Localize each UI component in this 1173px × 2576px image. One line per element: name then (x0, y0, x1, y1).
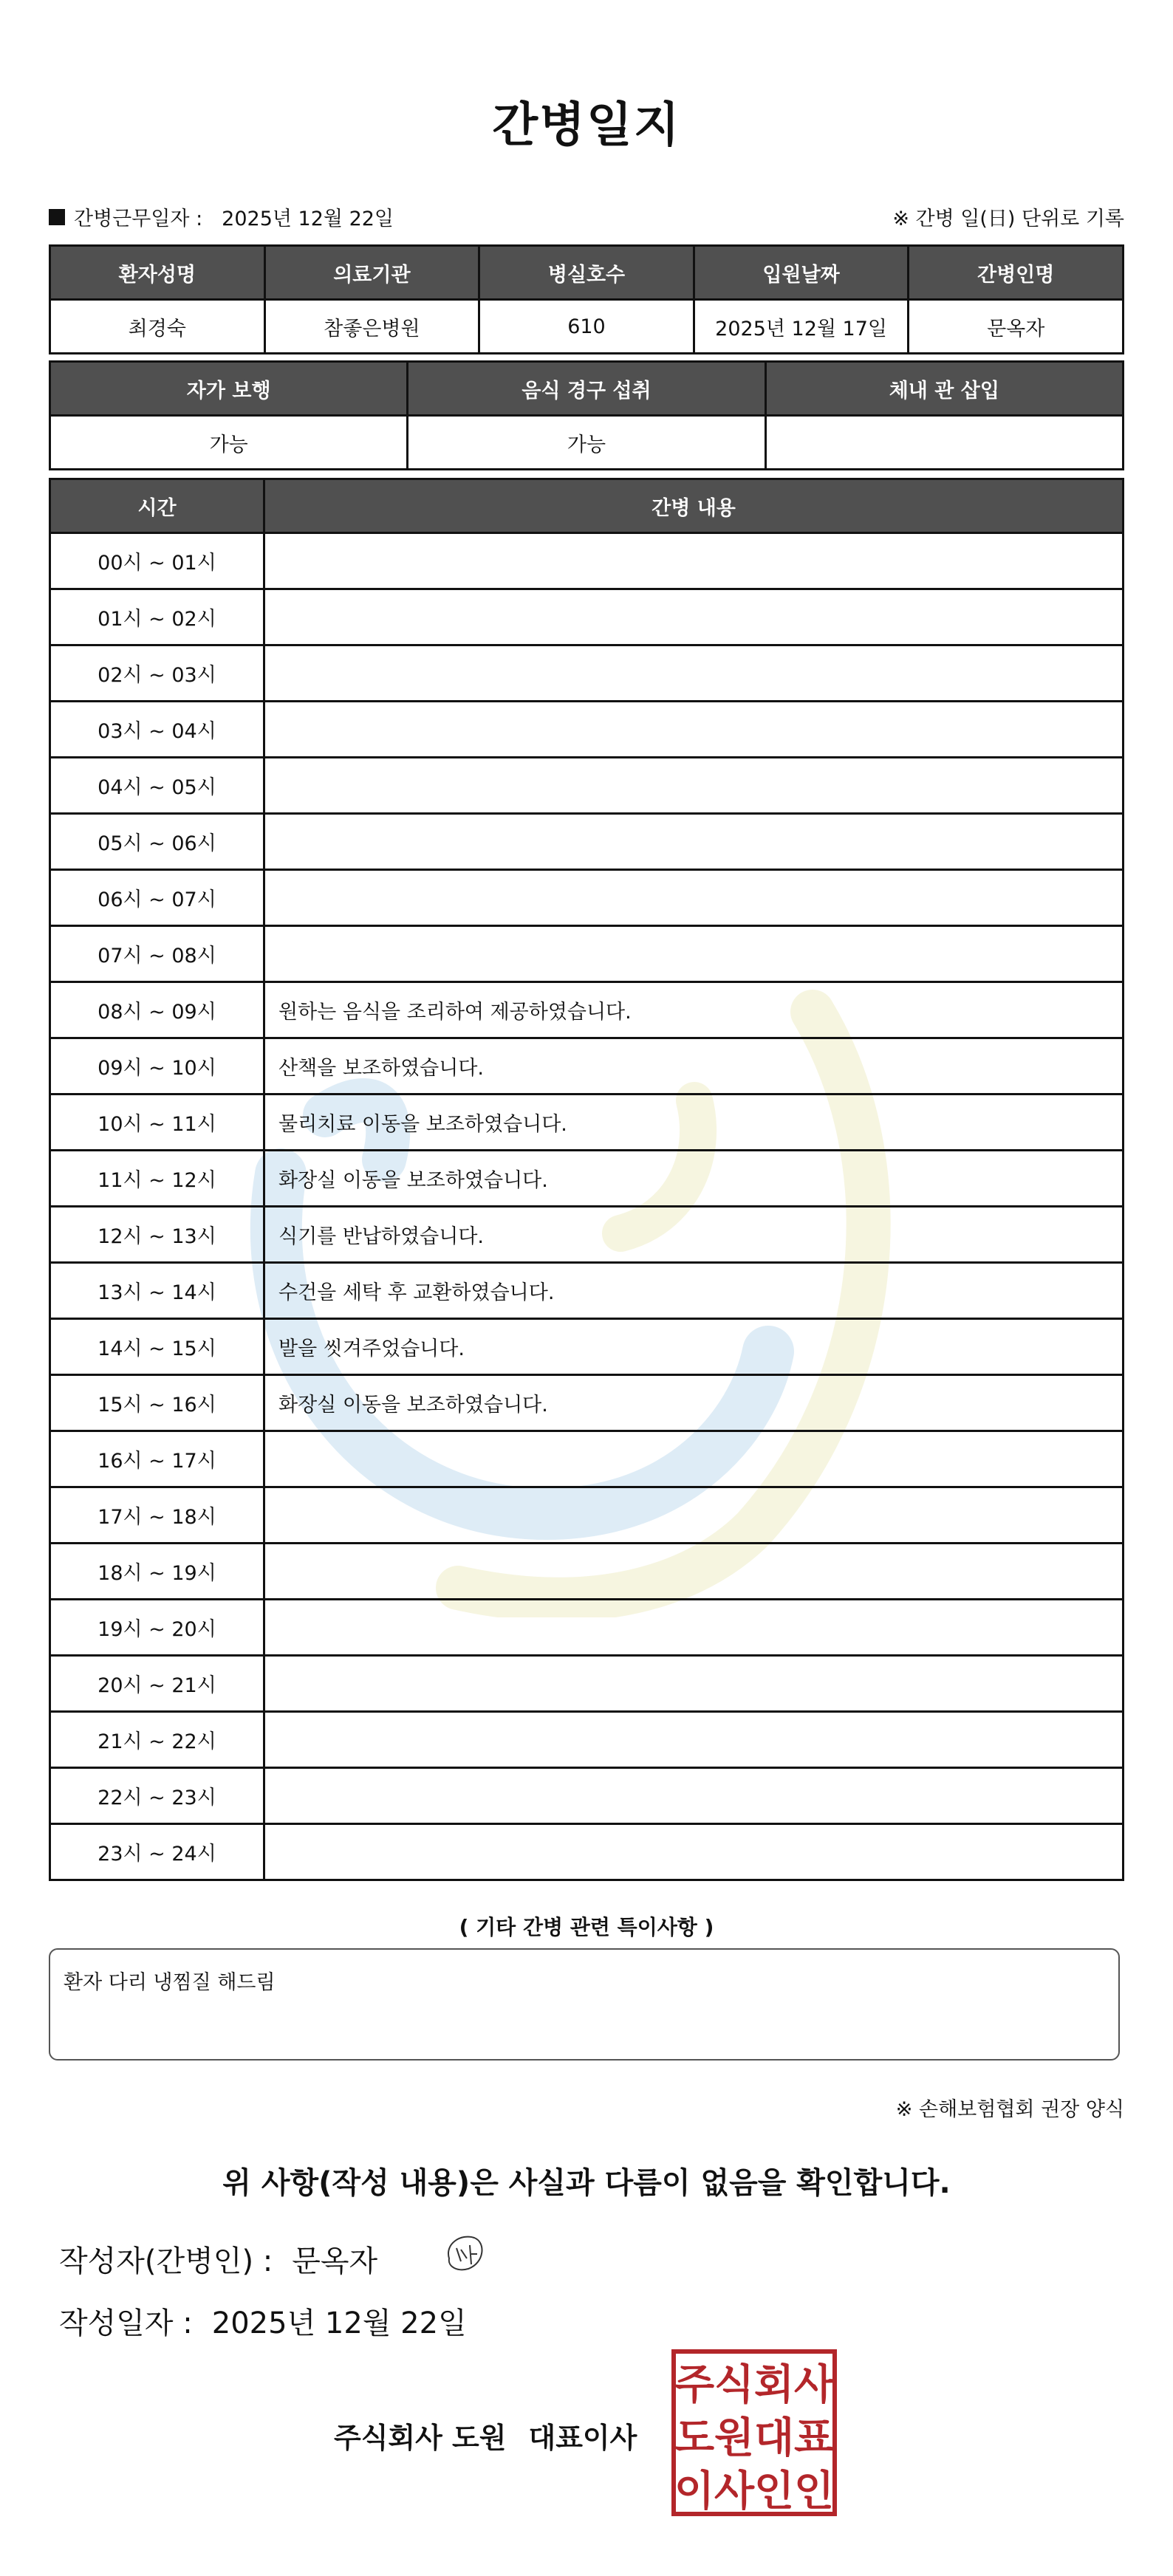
remarks-title: ( 기타 간병 관련 특이사항 ) (459, 1915, 714, 1939)
form-note: ※ 손해보험협회 권장 양식 (895, 2098, 1124, 2121)
time-slot: 03시 ~ 04시 (50, 702, 264, 758)
care-content: 식기를 반납하였습니다. (264, 1207, 1124, 1263)
confirmation-statement: 위 사항(작성 내용)은 사실과 다름이 없음을 확인합니다. (222, 2166, 951, 2200)
care-content (264, 1656, 1124, 1712)
document-title: 간병일지 (492, 98, 681, 153)
header-time: 시간 (50, 479, 264, 533)
remarks-box: 환자 다리 냉찜질 해드림 (49, 1948, 1120, 2061)
writer-name: 문옥자 (292, 2244, 378, 2278)
tube-insertion-value (765, 416, 1123, 470)
time-slot: 09시 ~ 10시 (50, 1038, 264, 1095)
written-date-line (59, 2300, 467, 2342)
table-row (50, 870, 1124, 926)
header-admission-date: 입원날짜 (694, 246, 909, 300)
written-date-label: 작성일자 : (59, 2306, 193, 2340)
table-row (50, 1151, 1124, 1207)
care-content (264, 1600, 1124, 1656)
writer-label: 작성자(간병인) : (59, 2244, 273, 2278)
header-oral-intake: 음식 경구 섭취 (408, 362, 765, 416)
care-content (264, 1768, 1124, 1824)
header-patient-name: 환자성명 (50, 246, 265, 300)
table-row (50, 1431, 1124, 1487)
care-log-table (49, 478, 1124, 1881)
time-slot: 01시 ~ 02시 (50, 589, 264, 645)
seal-glyph: 회 (753, 2361, 795, 2409)
time-slot: 06시 ~ 07시 (50, 870, 264, 926)
time-slot: 21시 ~ 22시 (50, 1712, 264, 1768)
seal-glyph: 사 (714, 2467, 755, 2515)
seal-glyph: 인 (793, 2467, 835, 2515)
seal-glyph: 도 (674, 2414, 715, 2462)
work-date-row (49, 202, 1124, 231)
header-caregiver-name: 간병인명 (909, 246, 1124, 300)
care-content (264, 702, 1124, 758)
header-self-walking: 자가 보행 (50, 362, 408, 416)
care-content (264, 533, 1124, 589)
time-slot: 14시 ~ 15시 (50, 1319, 264, 1375)
work-date-label: 간병근무일자 : (74, 208, 203, 230)
care-content: 산책을 보조하였습니다. (264, 1038, 1124, 1095)
admission-date: 2025년 12월 17일 (694, 300, 909, 354)
time-slot: 17시 ~ 18시 (50, 1487, 264, 1544)
header-room-number: 병실호수 (479, 246, 694, 300)
care-content: 원하는 음식을 조리하여 제공하였습니다. (264, 982, 1124, 1038)
time-slot: 19시 ~ 20시 (50, 1600, 264, 1656)
caregiver-name: 문옥자 (909, 300, 1124, 354)
care-content (264, 1824, 1124, 1880)
table-row (50, 1319, 1124, 1375)
care-content (264, 1544, 1124, 1600)
care-content (264, 1712, 1124, 1768)
handwritten-signature (439, 2227, 490, 2279)
table-row (50, 1768, 1124, 1824)
company-name: 주식회사 도원 (334, 2422, 507, 2454)
table-row (50, 1095, 1124, 1151)
care-content (264, 589, 1124, 645)
care-content (264, 758, 1124, 814)
care-content: 화장실 이동을 보조하였습니다. (264, 1151, 1124, 1207)
table-row (50, 758, 1124, 814)
care-content: 화장실 이동을 보조하였습니다. (264, 1375, 1124, 1431)
representative-title: 대표이사 (528, 2422, 637, 2454)
time-slot: 10시 ~ 11시 (50, 1095, 264, 1151)
seal-glyph: 이 (674, 2467, 715, 2515)
time-slot: 11시 ~ 12시 (50, 1151, 264, 1207)
table-row (50, 533, 1124, 589)
seal-glyph: 인 (753, 2467, 795, 2515)
table-row (50, 645, 1124, 702)
patient-info-table (49, 244, 1124, 354)
table-row (50, 589, 1124, 645)
time-slot: 07시 ~ 08시 (50, 926, 264, 982)
table-row (50, 702, 1124, 758)
time-slot: 18시 ~ 19시 (50, 1544, 264, 1600)
table-row (50, 982, 1124, 1038)
oral-intake-value: 가능 (408, 416, 765, 470)
company-signature (334, 2415, 637, 2456)
time-slot: 00시 ~ 01시 (50, 533, 264, 589)
table-row (50, 1487, 1124, 1544)
table-row (50, 1207, 1124, 1263)
seal-glyph: 표 (793, 2414, 835, 2462)
self-walking-value: 가능 (50, 416, 408, 470)
header-care-content: 간병 내용 (264, 479, 1124, 533)
table-row (50, 1600, 1124, 1656)
time-slot: 15시 ~ 16시 (50, 1375, 264, 1431)
patient-status-table (49, 360, 1124, 470)
room-number: 610 (479, 300, 694, 354)
daily-record-note: ※ 간병 일(日) 단위로 기록 (892, 208, 1124, 230)
care-content: 물리치료 이동을 보조하였습니다. (264, 1095, 1124, 1151)
care-content (264, 814, 1124, 870)
time-slot: 05시 ~ 06시 (50, 814, 264, 870)
square-bullet-icon (49, 209, 65, 225)
care-content (264, 1487, 1124, 1544)
seal-glyph: 사 (793, 2361, 835, 2409)
care-log-rows (50, 533, 1124, 1880)
table-row (50, 1544, 1124, 1600)
table-row (50, 1656, 1124, 1712)
table-row (50, 926, 1124, 982)
table-row (50, 1712, 1124, 1768)
time-slot: 04시 ~ 05시 (50, 758, 264, 814)
table-row (50, 1038, 1124, 1095)
care-content (264, 926, 1124, 982)
time-slot: 23시 ~ 24시 (50, 1824, 264, 1880)
care-content: 수건을 세탁 후 교환하였습니다. (264, 1263, 1124, 1319)
table-row (50, 1375, 1124, 1431)
seal-glyph: 원 (714, 2414, 755, 2462)
company-seal-stamp (671, 2349, 838, 2517)
seal-glyph: 대 (753, 2414, 795, 2462)
time-slot: 20시 ~ 21시 (50, 1656, 264, 1712)
work-date-value: 2025년 12월 22일 (222, 208, 394, 230)
seal-glyph: 주 (674, 2361, 715, 2409)
patient-name: 최경숙 (50, 300, 265, 354)
table-row (50, 814, 1124, 870)
table-row (50, 1263, 1124, 1319)
writer-line (59, 2238, 377, 2280)
time-slot: 02시 ~ 03시 (50, 645, 264, 702)
header-hospital: 의료기관 (264, 246, 479, 300)
time-slot: 16시 ~ 17시 (50, 1431, 264, 1487)
written-date-value: 2025년 12월 22일 (211, 2306, 467, 2340)
time-slot: 13시 ~ 14시 (50, 1263, 264, 1319)
care-content: 발을 씻겨주었습니다. (264, 1319, 1124, 1375)
care-content (264, 1431, 1124, 1487)
care-content (264, 870, 1124, 926)
time-slot: 08시 ~ 09시 (50, 982, 264, 1038)
time-slot: 22시 ~ 23시 (50, 1768, 264, 1824)
time-slot: 12시 ~ 13시 (50, 1207, 264, 1263)
seal-glyph: 식 (714, 2361, 755, 2409)
table-row (50, 1824, 1124, 1880)
header-tube-insertion: 체내 관 삽입 (765, 362, 1123, 416)
hospital-name: 참좋은병원 (264, 300, 479, 354)
care-content (264, 645, 1124, 702)
